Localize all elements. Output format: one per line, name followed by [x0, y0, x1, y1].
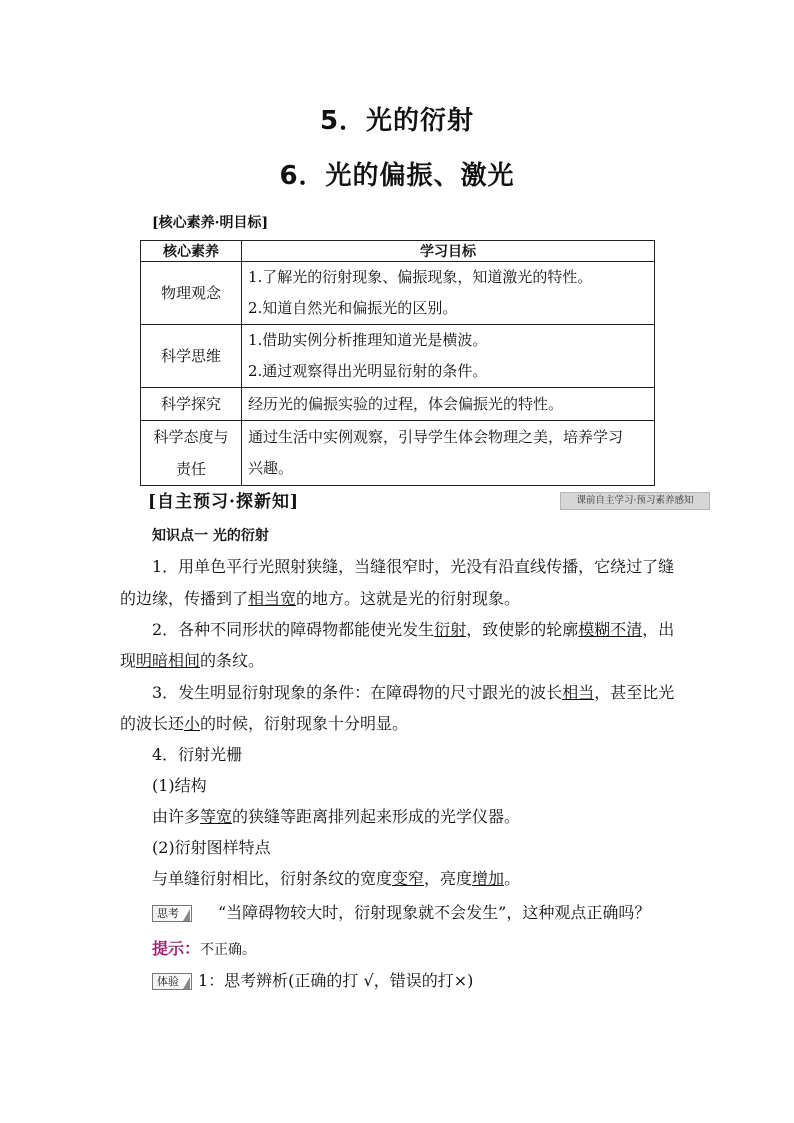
paragraph-3-line-2: 的波长还小的时候，衍射现象十分明显。	[120, 714, 409, 733]
preview-banner	[140, 485, 710, 511]
goals-table	[140, 240, 655, 486]
literacy-line: 科学态度与	[153, 428, 229, 446]
literacy-cell	[141, 421, 242, 486]
goal-line: 通过生活中实例观察，引导学生体会物理之美，培养学习	[248, 428, 624, 446]
paragraph-2-line-2: 现明暗相间的条纹。	[120, 651, 265, 670]
goal-line: 经历光的偏振实验的过程，体会偏振光的特性。	[248, 394, 564, 413]
banner-title: [自主预习·探新知]	[148, 492, 300, 512]
think-question	[152, 903, 650, 923]
goal-cell	[242, 388, 655, 421]
think-question-text: “当障碍物较大时，衍射现象就不会发生”，这种观点正确吗？	[218, 903, 651, 922]
goal-cell	[242, 421, 655, 486]
hint-text: 不正确。	[200, 942, 257, 958]
goal-line: 1.了解光的衍射现象、偏振现象，知道激光的特性。	[248, 268, 593, 286]
table-row	[141, 325, 655, 388]
paragraph-3-line-1: 3．发生明显衍射现象的条件：在障碍物的尺寸跟光的波长相当，甚至比光	[152, 683, 675, 702]
table-row	[141, 262, 655, 325]
paragraph-8: 与单缝衍射相比，衍射条纹的宽度变窄，亮度增加。	[152, 869, 521, 888]
literacy-cell: 科学探究	[141, 388, 242, 421]
experience-chip-icon: 体验	[152, 973, 192, 990]
literacy-cell: 物理观念	[141, 262, 242, 325]
experience-text: 1：思考辨析(正确的打 √，错误的打×)	[198, 971, 474, 990]
paragraph-2-line-1: 2．各种不同形状的障碍物都能使光发生衍射，致使影的轮廓模糊不清，出	[152, 620, 675, 639]
section-tag-core-literacy: [核心素养·明目标]	[152, 215, 269, 231]
goal-cell	[242, 262, 655, 325]
table-row	[141, 388, 655, 421]
literacy-line: 责任	[175, 460, 206, 478]
literacy-cell: 科学思维	[141, 325, 242, 388]
goal-line: 1.借助实例分析推理知道光是横波。	[248, 331, 488, 349]
experience-line	[152, 971, 473, 991]
paragraph-5: (1)结构	[152, 776, 207, 795]
banner-subtitle-badge: 课前自主学习·预习素养感知	[560, 492, 710, 510]
paragraph-7: (2)衍射图样特点	[152, 838, 271, 857]
lesson-title-diffraction: 5．光的衍射	[319, 106, 475, 136]
knowledge-point-title: 知识点一 光的衍射	[152, 528, 269, 544]
paragraph-1-line-1: 1．用单色平行光照射狭缝，当缝很窄时，光没有沿直线传播，它绕过了缝	[152, 557, 675, 576]
paragraph-6: 由许多等宽的狭缝等距离排列起来形成的光学仪器。	[152, 807, 521, 826]
lesson-title-polarization: 6．光的偏振、激光	[279, 161, 515, 191]
think-chip-icon: 思考	[152, 905, 192, 922]
table-row	[141, 421, 655, 486]
header-core-literacy: 核心素养	[141, 241, 242, 262]
paragraph-1-line-2: 的边缘，传播到了相当宽的地方。这就是光的衍射现象。	[120, 589, 521, 608]
hint-line	[152, 939, 256, 960]
goal-line: 2.知道自然光和偏振光的区别。	[248, 299, 458, 317]
hint-label: 提示：	[152, 939, 201, 958]
goal-line: 兴趣。	[248, 459, 294, 477]
table-header-row	[141, 241, 655, 262]
header-learning-goals: 学习目标	[242, 241, 655, 262]
goal-line: 2.通过观察得出光明显衍射的条件。	[248, 362, 488, 380]
paragraph-4: 4．衍射光栅	[152, 745, 243, 764]
goal-cell	[242, 325, 655, 388]
